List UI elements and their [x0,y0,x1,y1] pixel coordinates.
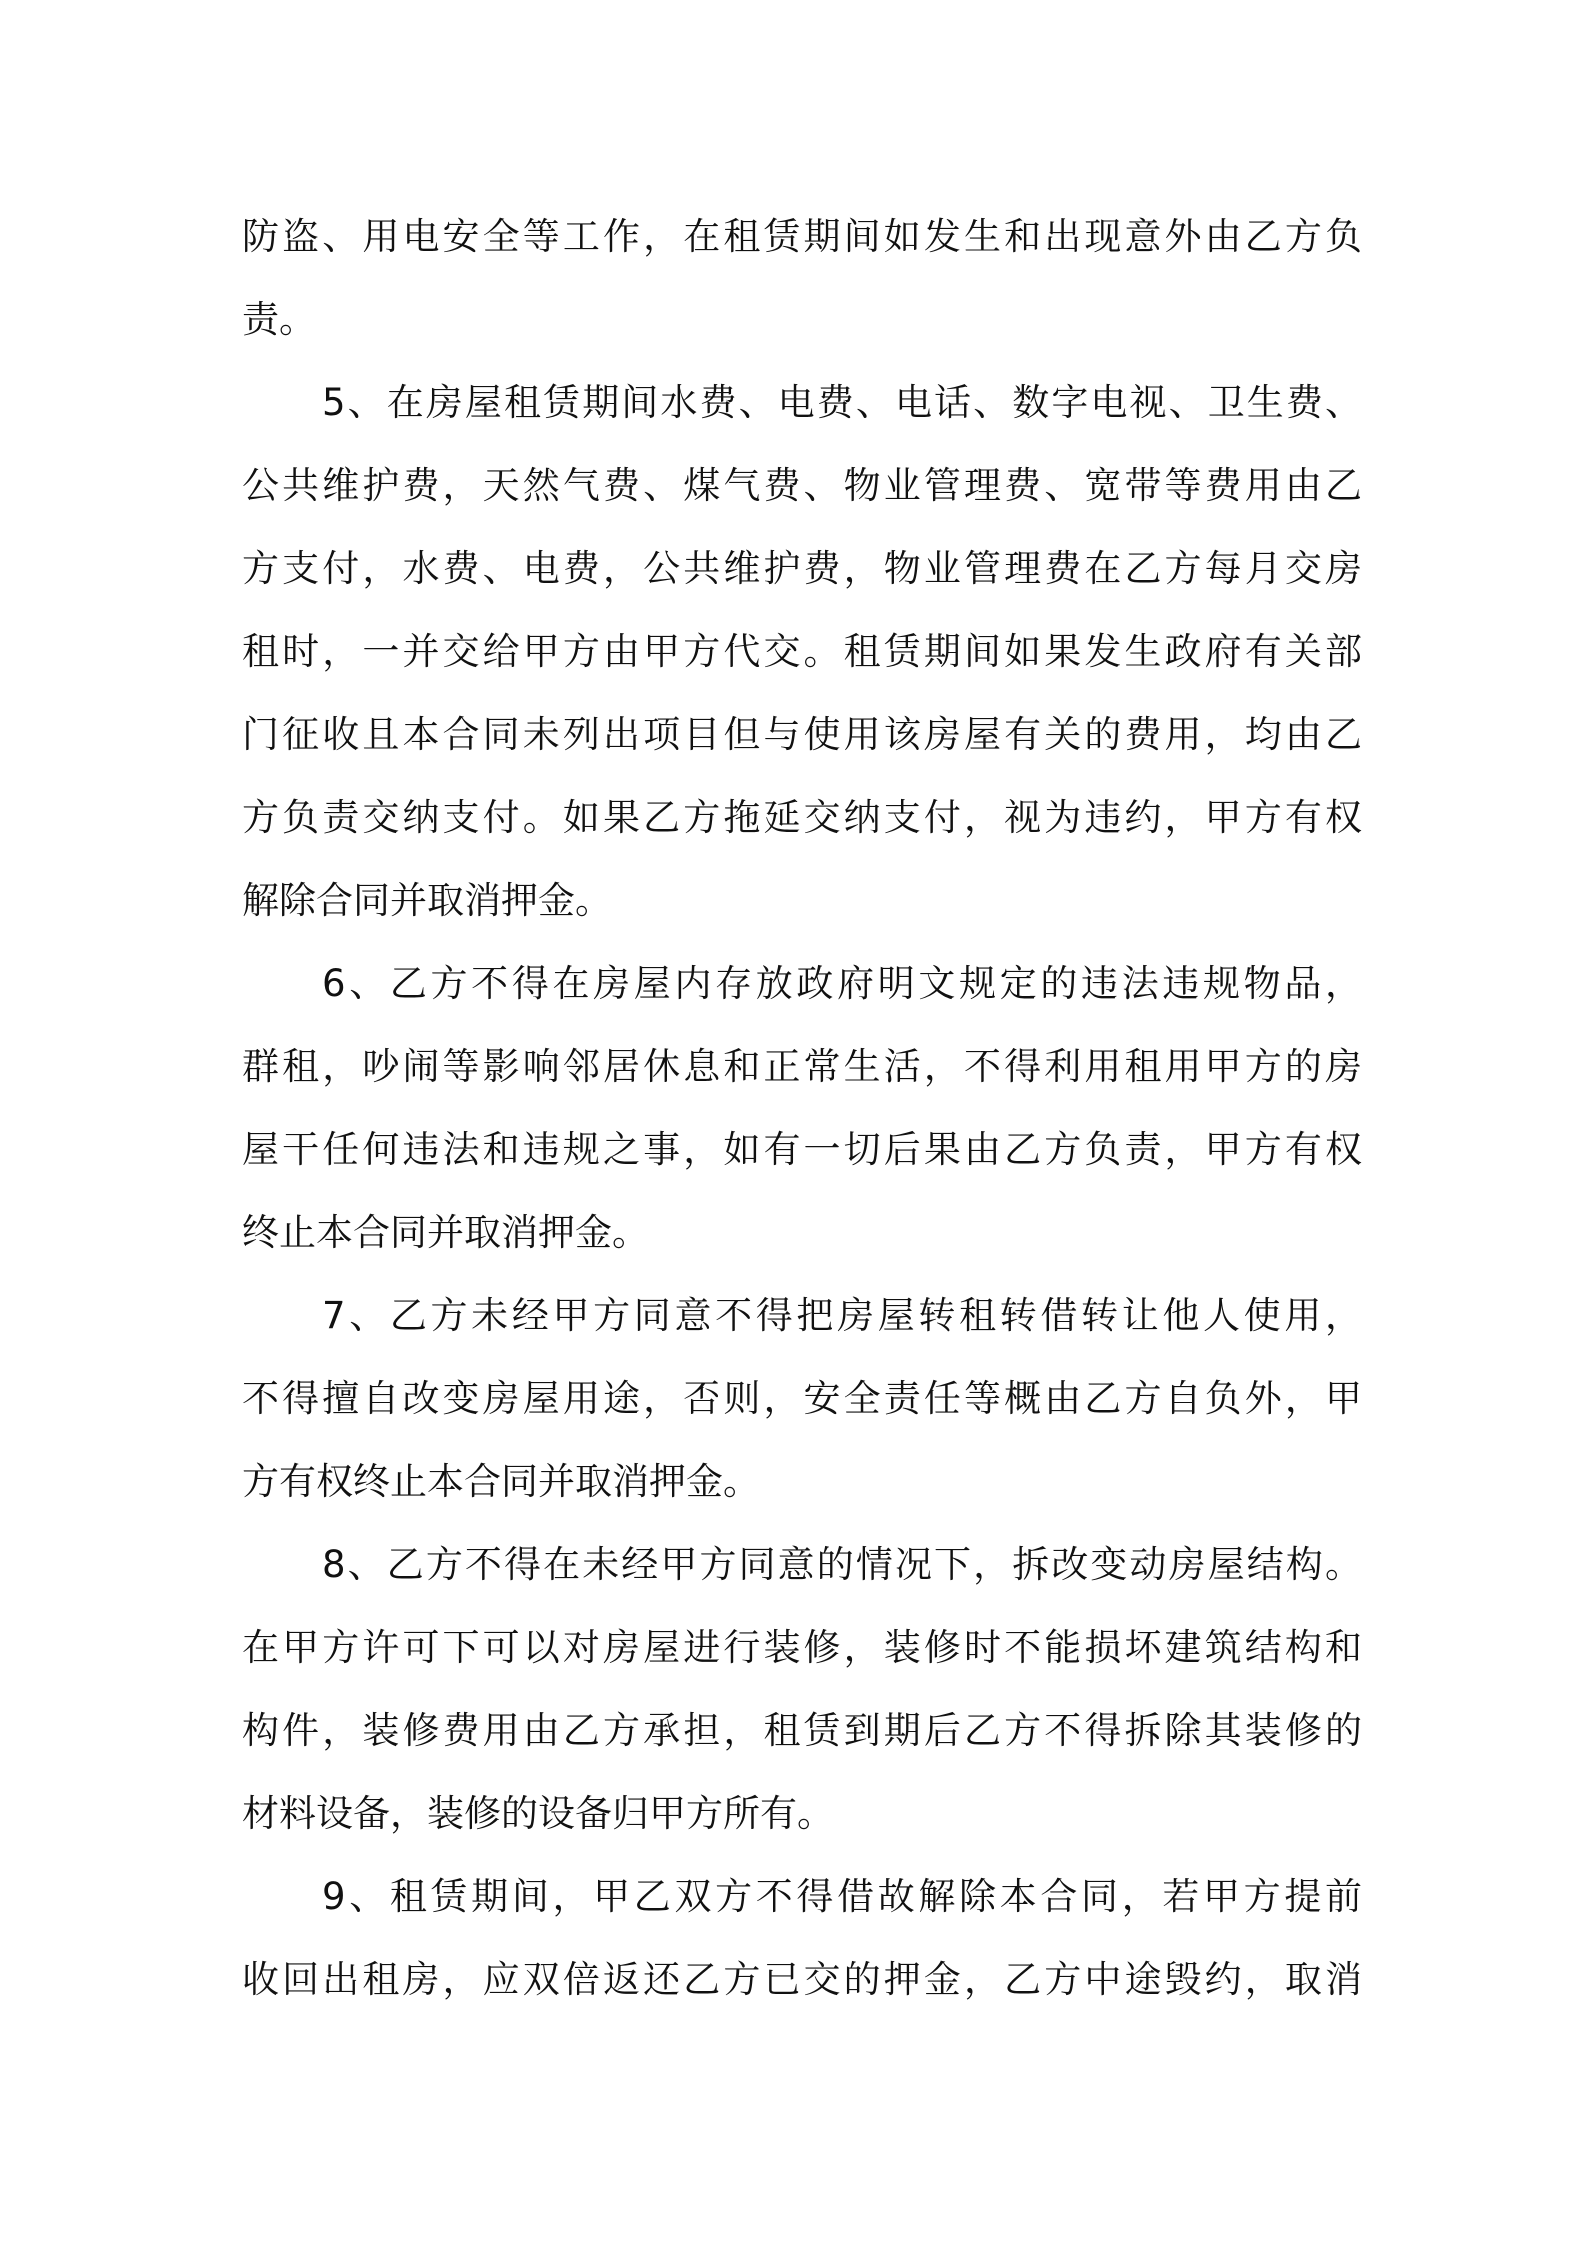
text-line: 方支付，水费、电费，公共维护费，物业管理费在乙方每月交房 [242,547,1362,590]
text-line: 防盗、用电安全等工作，在租赁期间如发生和出现意外由乙方负 [242,215,1362,258]
text-line: 租时，一并交给甲方由甲方代交。租赁期间如果发生政府有关部 [242,630,1362,673]
text-line: 方负责交纳支付。如果乙方拖延交纳支付，视为违约，甲方有权 [242,796,1362,839]
text-line: 方有权终止本合同并取消押金。 [242,1460,760,1503]
text-line: 收回出租房，应双倍返还乙方已交的押金，乙方中途毁约，取消 [242,1958,1362,2001]
text-line: 在甲方许可下可以对房屋进行装修，装修时不能损坏建筑结构和 [242,1626,1362,1669]
text-line: 终止本合同并取消押金。 [242,1211,649,1254]
document-body [242,195,1362,2021]
clause-5-line: 5、在房屋租赁期间水费、电费、电话、数字电视、卫生费、 [322,381,1362,424]
clause-9-line: 9、租赁期间，甲乙双方不得借故解除本合同，若甲方提前 [322,1875,1362,1918]
clause-8-line: 8、乙方不得在未经甲方同意的情况下，拆改变动房屋结构。 [322,1543,1362,1586]
text-line: 解除合同并取消押金。 [242,879,612,922]
text-line: 屋干任何违法和违规之事，如有一切后果由乙方负责，甲方有权 [242,1128,1362,1171]
text-line: 构件，装修费用由乙方承担，租赁到期后乙方不得拆除其装修的 [242,1709,1362,1752]
text-line: 责。 [242,298,316,341]
text-line: 不得擅自改变房屋用途，否则，安全责任等概由乙方自负外，甲 [242,1377,1362,1420]
text-line: 门征收且本合同未列出项目但与使用该房屋有关的费用，均由乙 [242,713,1362,756]
text-line: 群租，吵闹等影响邻居休息和正常生活，不得利用租用甲方的房 [242,1045,1362,1088]
text-line: 公共维护费，天然气费、煤气费、物业管理费、宽带等费用由乙 [242,464,1362,507]
clause-7-line: 7、乙方未经甲方同意不得把房屋转租转借转让他人使用， [322,1294,1362,1337]
clause-6-line: 6、乙方不得在房屋内存放政府明文规定的违法违规物品， [322,962,1362,1005]
text-line: 材料设备，装修的设备归甲方所有。 [242,1792,834,1835]
